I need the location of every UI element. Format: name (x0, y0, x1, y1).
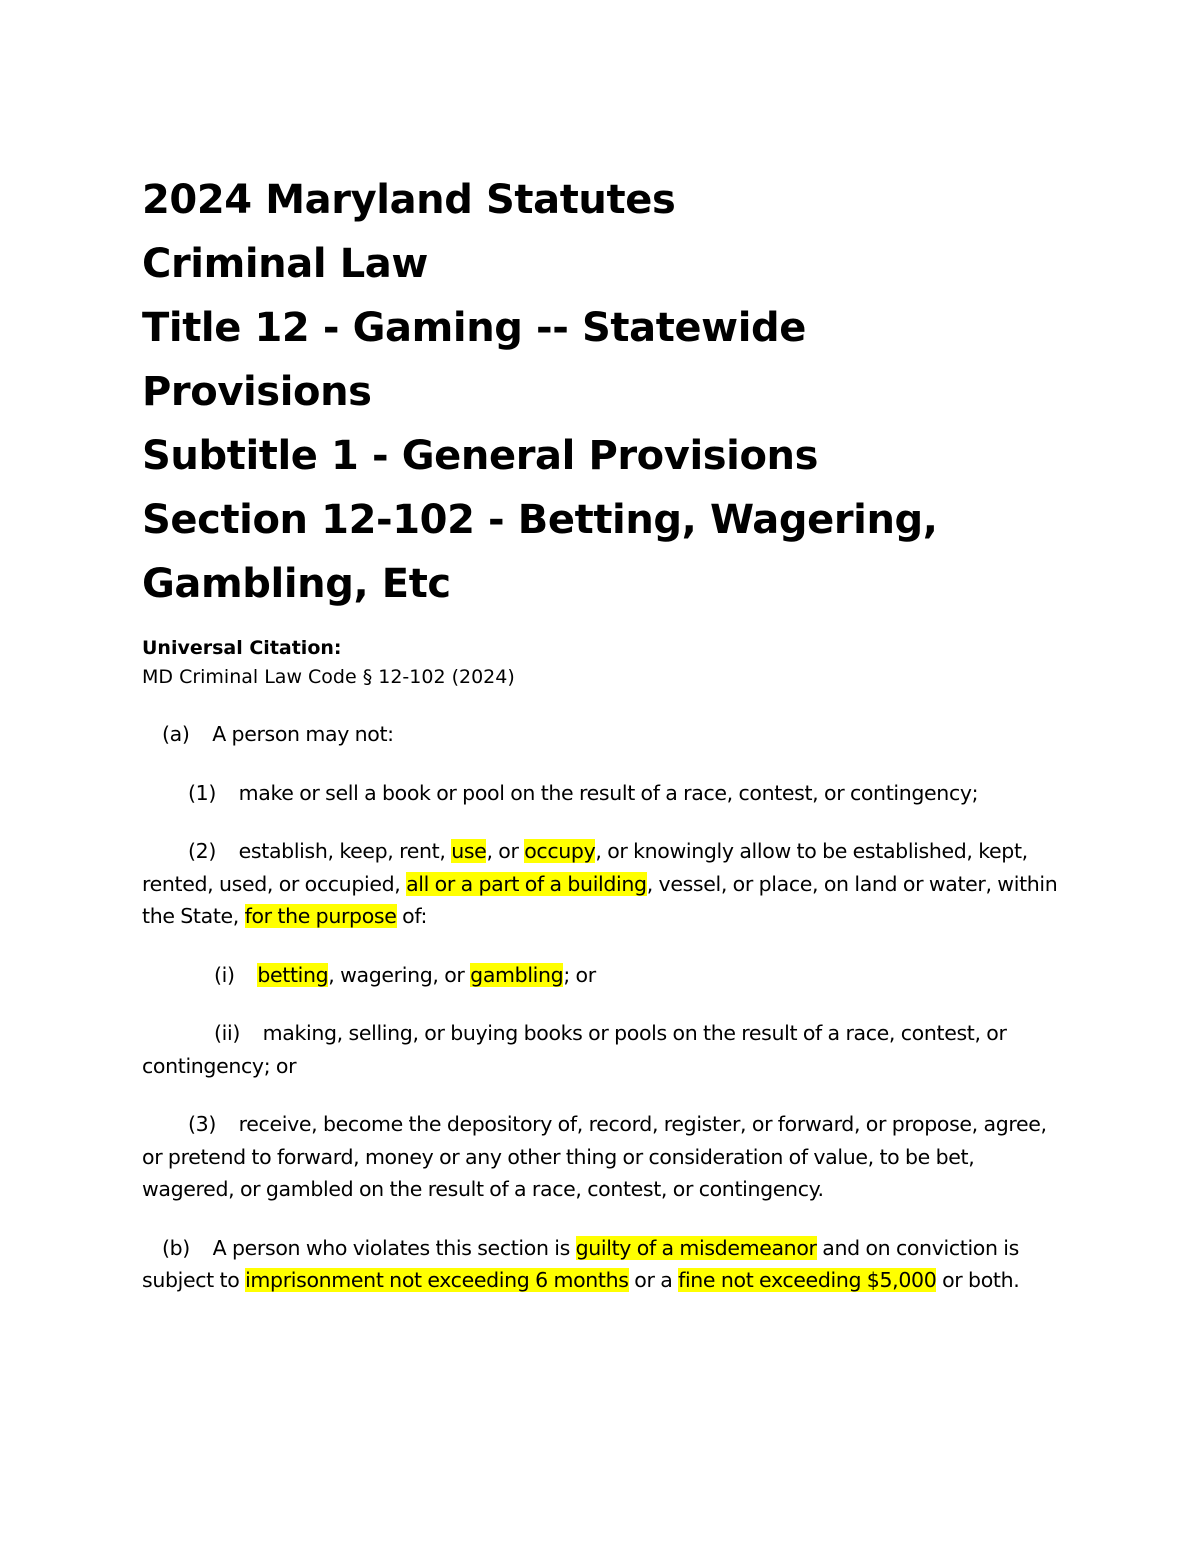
subparagraph-text: ; or (563, 962, 596, 987)
heading-section: Section 12-102 - Betting, Wagering, (142, 497, 938, 543)
heading-section-cont: Gambling, Etc (142, 561, 451, 607)
highlighted-text: occupy (524, 839, 596, 863)
highlighted-text: use (451, 839, 487, 863)
subsection-text: A person who violates this section is (212, 1235, 576, 1260)
citation-value: MD Criminal Law Code § 12-102 (2024) (142, 666, 515, 688)
heading-title-cont: Provisions (142, 369, 372, 415)
subsection-number: (a) (162, 722, 190, 746)
highlighted-text: guilty of a misdemeanor (575, 1235, 817, 1260)
paragraph-a2 (142, 835, 1072, 933)
subsection-text: or a (628, 1268, 679, 1292)
heading-title: Title 12 - Gaming -- Statewide (142, 305, 806, 351)
subparagraph-text: , wagering, or (328, 962, 471, 987)
paragraph-a3 (142, 1108, 1072, 1206)
paragraph-number: (3) (188, 1112, 216, 1136)
subsection-b (142, 1232, 1072, 1297)
subparagraph-a2i (142, 959, 1072, 992)
subsection-number: (b) (162, 1235, 190, 1260)
subsection-a (142, 718, 1072, 751)
highlighted-text: all or a part of a building (406, 871, 647, 896)
subsection-text: or both. (936, 1268, 1020, 1292)
subsection-text: and on conviction is subject to (142, 1235, 1019, 1292)
paragraph-text: of: (396, 904, 428, 928)
paragraph-text: , or (486, 839, 525, 863)
heading-code: Criminal Law (142, 241, 428, 287)
highlighted-text: imprisonment not exceeding 6 months (245, 1268, 629, 1292)
document-heading (142, 168, 1072, 616)
highlighted-text: fine not exceeding $5,000 (678, 1268, 937, 1292)
subparagraph-number: (ii) (214, 1021, 240, 1045)
paragraph-text: receive, become the depository of, record, register, or forward, or propose, agree, or pretend to forward, money or any other thing or consideration of value, to be bet, wagered, or gambled on the result of a race, contest, or contingency. (142, 1112, 1047, 1201)
heading-statutes-year: 2024 Maryland Statutes (142, 177, 676, 223)
subsection-text: A person may not: (212, 722, 394, 746)
paragraph-text: , or knowingly allow to be established, kept, rented, used, or occupied, (142, 839, 1028, 896)
document-page (142, 168, 1072, 1297)
paragraph-text: make or sell a book or pool on the result of a race, contest, or contingency; (238, 780, 979, 805)
citation-label: Universal Citation: (142, 637, 342, 659)
paragraph-a1 (142, 777, 1072, 810)
paragraph-number: (1) (188, 780, 216, 805)
subparagraph-a2ii (142, 1017, 1072, 1082)
subparagraph-text: making, selling, or buying books or pools on the result of a race, contest, or contingency; or (142, 1021, 1007, 1078)
heading-subtitle: Subtitle 1 - General Provisions (142, 433, 819, 479)
highlighted-text: betting (257, 962, 329, 987)
paragraph-text: establish, keep, rent, (238, 839, 452, 863)
highlighted-text: for the purpose (244, 904, 397, 928)
subparagraph-number: (i) (214, 962, 235, 987)
paragraph-text: , vessel, or place, on land or water, within the State, (142, 871, 1058, 928)
highlighted-text: gambling (470, 962, 564, 987)
paragraph-number: (2) (188, 839, 216, 863)
